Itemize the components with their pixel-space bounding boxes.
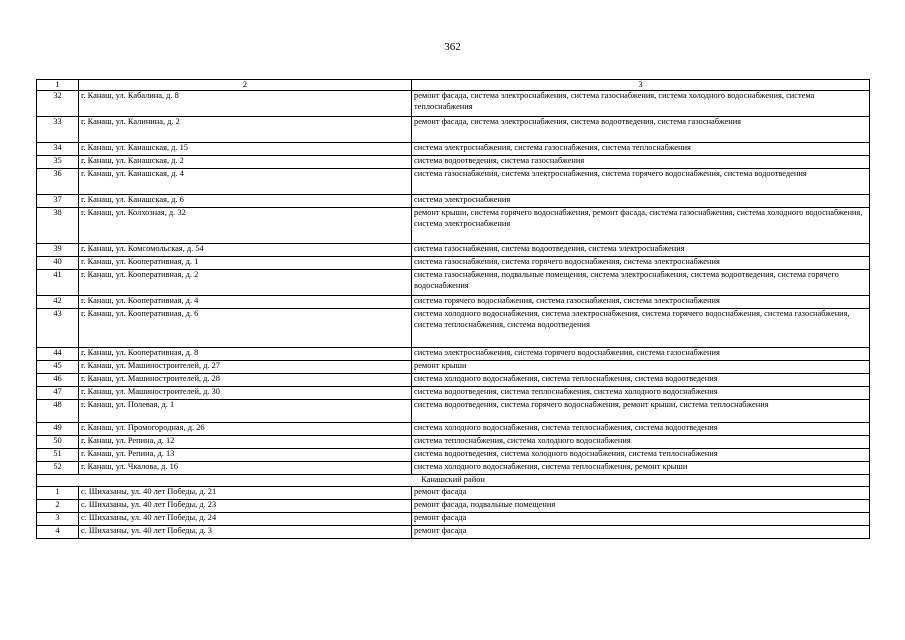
table-row [37,348,870,361]
row-address: г. Канаш, ул. Промогородная, д. 26 [79,423,412,436]
row-address: г. Канаш, ул. Канашская, д. 4 [79,169,412,195]
row-address: г. Канаш, ул. Кооперативная, д. 6 [79,309,412,348]
row-works: система теплоснабжения, система холодного водоснабжения [412,436,870,449]
row-works: ремонт фасада, система электроснабжения, система газоснабжения, система холодного водоснабжения, система теплоснабжения [412,91,870,117]
row-number: 36 [37,169,79,195]
row-number: 48 [37,400,79,423]
table-row [37,91,870,117]
table-row [37,208,870,244]
row-works: ремонт фасада [412,512,870,525]
row-works: система холодного водоснабжения, система теплоснабжения, система водоотведения [412,423,870,436]
table-row [37,257,870,270]
row-number: 46 [37,374,79,387]
table-row [37,400,870,423]
row-address: г. Канаш, ул. Полевая, д. 1 [79,400,412,423]
row-number: 3 [37,512,79,525]
row-works: система газоснабжения, подвальные помещения, система электроснабжения, система водоотведения, система горячего водоснабжения [412,270,870,296]
row-number: 44 [37,348,79,361]
table-row [37,423,870,436]
row-works: система водоотведения, система холодного водоснабжения, система теплоснабжения [412,449,870,462]
row-number: 2 [37,499,79,512]
header-row [37,80,870,91]
table-body [37,91,870,538]
table-row [37,499,870,512]
row-number: 38 [37,208,79,244]
row-number: 49 [37,423,79,436]
row-number: 1 [37,486,79,499]
row-works: система электроснабжения, система газоснабжения, система теплоснабжения [412,143,870,156]
row-address: г. Канаш, ул. Канашская, д. 6 [79,195,412,208]
table-row [37,169,870,195]
table-row [37,449,870,462]
row-works: ремонт фасада, система электроснабжения, система водоотведения, система газоснабжения [412,117,870,143]
row-works: система газоснабжения, система водоотведения, система электроснабжения [412,244,870,257]
row-address: г. Канаш, ул. Чкалова, д. 16 [79,462,412,475]
table-row [37,195,870,208]
header-col-3: 3 [412,80,870,91]
row-address: г. Канаш, ул. Машиностроителей, д. 27 [79,361,412,374]
row-address: г. Канаш, ул. Канашская, д. 2 [79,156,412,169]
row-works: ремонт фасада, подвальные помещения [412,499,870,512]
row-works: система холодного водоснабжения, система электроснабжения, система горячего водоснабжения, система газоснабжения, система теплоснабжения, система водоотведения [412,309,870,348]
row-works: ремонт фасада [412,525,870,538]
row-number: 41 [37,270,79,296]
row-number: 42 [37,296,79,309]
table-row [37,525,870,538]
row-number: 39 [37,244,79,257]
row-number: 45 [37,361,79,374]
row-address: г. Канаш, ул. Репина, д. 12 [79,436,412,449]
row-address: г. Канаш, ул. Кооперативная, д. 1 [79,257,412,270]
row-address: г. Канаш, ул. Кооперативная, д. 8 [79,348,412,361]
table-row [37,296,870,309]
row-works: ремонт фасада [412,486,870,499]
row-address: г. Канаш, ул. Калинина, д. 2 [79,117,412,143]
table-row [37,512,870,525]
table-row [37,156,870,169]
row-works: система газоснабжения, система электроснабжения, система горячего водоснабжения, система водоотведения [412,169,870,195]
row-address: г. Канаш, ул. Кабалина, д. 8 [79,91,412,117]
row-address: г. Канаш, ул. Канашская, д. 15 [79,143,412,156]
row-address: г. Канаш, ул. Колхозная, д. 32 [79,208,412,244]
row-number: 32 [37,91,79,117]
row-address: с. Шихазаны, ул. 40 лет Победы, д. 23 [79,499,412,512]
row-address: с. Шихазаны, ул. 40 лет Победы, д. 24 [79,512,412,525]
row-works: система водоотведения, система теплоснабжения, система холодного водоснабжения [412,387,870,400]
row-address: г. Канаш, ул. Машиностроителей, д. 28 [79,374,412,387]
header-col-1: 1 [37,80,79,91]
row-address: г. Канаш, ул. Кооперативная, д. 2 [79,270,412,296]
row-works: ремонт крыши [412,361,870,374]
row-address: г. Канаш, ул. Кооперативная, д. 4 [79,296,412,309]
row-number: 52 [37,462,79,475]
row-works: система холодного водоснабжения, система теплоснабжения, система водоотведения [412,374,870,387]
row-address: г. Канаш, ул. Машиностроителей, д. 30 [79,387,412,400]
table-row [37,361,870,374]
row-address: с. Шихазаны, ул. 40 лет Победы, д. 3 [79,525,412,538]
row-address: г. Канаш, ул. Комсомольская, д. 54 [79,244,412,257]
table-row [37,374,870,387]
section-row [37,475,870,486]
table-row [37,270,870,296]
row-number: 4 [37,525,79,538]
row-address: с. Шихазаны, ул. 40 лет Победы, д. 21 [79,486,412,499]
row-works: ремонт крыши, система горячего водоснабжения, ремонт фасада, система газоснабжения, система холодного водоснабжения, система электроснабжения [412,208,870,244]
row-works: система водоотведения, система газоснабжения [412,156,870,169]
row-number: 51 [37,449,79,462]
table-row [37,309,870,348]
table-row [37,117,870,143]
housing-repair-table [36,79,870,539]
row-works: система водоотведения, система горячего водоснабжения, ремонт крыши, система теплоснабжения [412,400,870,423]
row-number: 47 [37,387,79,400]
row-number: 40 [37,257,79,270]
header-col-2: 2 [79,80,412,91]
row-number: 34 [37,143,79,156]
section-title: Канашский район [37,475,870,486]
row-number: 43 [37,309,79,348]
table-row [37,387,870,400]
row-works: система электроснабжения, система горячего водоснабжения, система газоснабжения [412,348,870,361]
row-works: система холодного водоснабжения, система теплоснабжения, ремонт крыши [412,462,870,475]
table-row [37,486,870,499]
table-row [37,462,870,475]
row-works: система горячего водоснабжения, система газоснабжения, система электроснабжения [412,296,870,309]
table-row [37,143,870,156]
table-row [37,436,870,449]
table-row [37,244,870,257]
row-number: 37 [37,195,79,208]
row-number: 50 [37,436,79,449]
row-address: г. Канаш, ул. Репина, д. 13 [79,449,412,462]
row-works: система электроснабжения [412,195,870,208]
row-number: 33 [37,117,79,143]
page-number: 362 [444,41,461,53]
row-number: 35 [37,156,79,169]
row-works: система газоснабжения, система горячего водоснабжения, система электроснабжения [412,257,870,270]
